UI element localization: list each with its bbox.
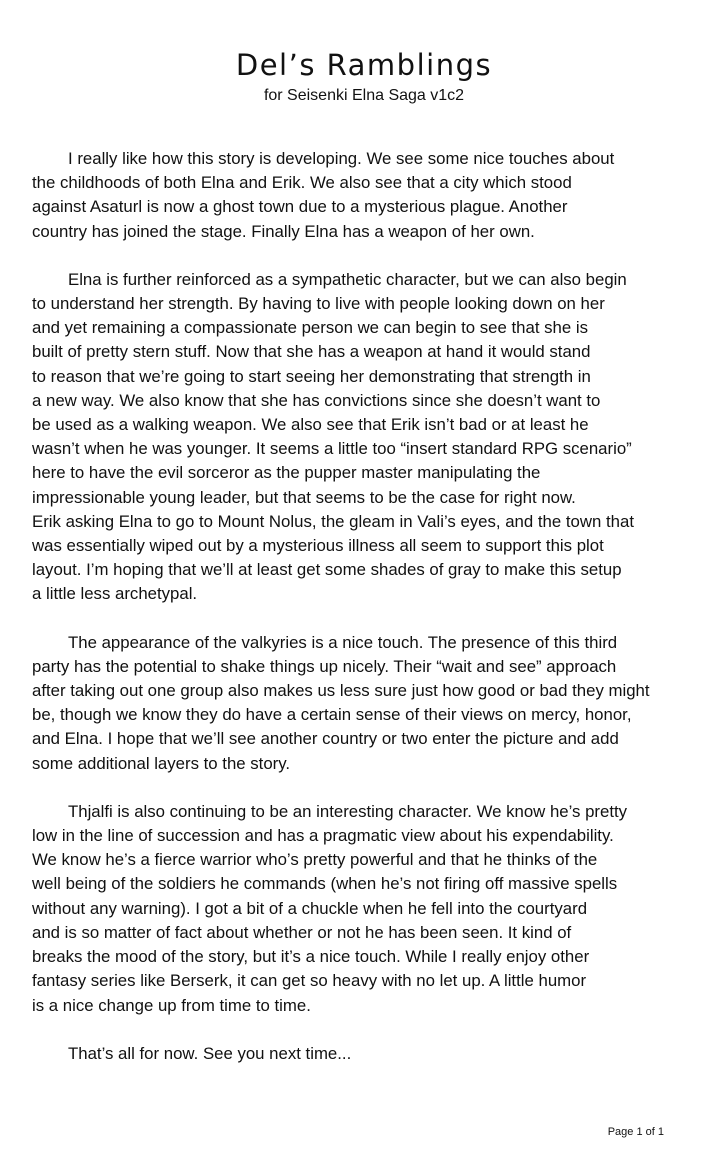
text-line: a little less archetypal. xyxy=(32,584,198,604)
text-line: well being of the soldiers he commands (when he’s not firing off massive spells xyxy=(32,874,618,894)
text-line: fantasy series like Berserk, it can get so heavy with no let up. A little humor xyxy=(32,971,587,991)
text-line: here to have the evil sorceror as the pupper master manipulating the xyxy=(32,463,541,483)
text-line: breaks the mood of the story, but it’s a nice touch. While I really enjoy other xyxy=(32,947,590,967)
text-line: impressionable young leader, but that seems to be the case for right now. xyxy=(32,487,576,507)
text-line: and yet remaining a compassionate person we can begin to see that she is xyxy=(32,318,588,338)
text-line: some additional layers to the story. xyxy=(32,753,291,773)
text-line: I really like how this story is developing. We see some nice touches about xyxy=(68,149,615,168)
paragraph xyxy=(32,1042,722,1066)
text-line: against Asaturl is now a ghost town due to a mysterious plague. Another xyxy=(32,197,568,217)
paragraph xyxy=(32,268,722,607)
text-line: be, though we know they do have a certain sense of their views on mercy, honor, xyxy=(32,705,632,725)
text-line: a new way. We also know that she has convictions since she doesn’t want to xyxy=(32,390,601,410)
text-line: Erik asking Elna to go to Mount Nolus, the gleam in Vali’s eyes, and the town that xyxy=(32,511,634,531)
page-number: Page 1 of 1 xyxy=(607,1126,664,1138)
text-line: low in the line of succession and has a pragmatic view about his expendability. xyxy=(32,826,614,846)
text-line: is a nice change up from time to time. xyxy=(32,995,311,1015)
page-subtitle: for Seisenki Elna Saga v1c2 xyxy=(263,87,465,104)
text-line: wasn’t when he was younger. It seems a little too “insert standard RPG scenario” xyxy=(32,439,632,459)
text-line: That’s all for now. See you next time... xyxy=(68,1043,352,1063)
text-line: and Elna. I hope that we’ll see another country or two enter the picture and add xyxy=(32,729,619,749)
text-line: to reason that we’re going to start seeing her demonstrating that strength in xyxy=(32,366,591,386)
text-line: Thjalfi is also continuing to be an interesting character. We know he’s pretty xyxy=(68,801,628,821)
text-line: party has the potential to shake things up nicely. Their “wait and see” approach xyxy=(32,656,617,676)
text-line: The appearance of the valkyries is a nice touch. The presence of this third xyxy=(68,632,618,652)
text-line: be used as a walking weapon. We also see that Erik isn’t bad or at least he xyxy=(32,415,589,435)
text-line: layout. I’m hoping that we’ll at least get some shades of gray to make this setup xyxy=(32,560,622,580)
paragraph xyxy=(32,800,722,1018)
text-line: after taking out one group also makes us less sure just how good or bad they might xyxy=(32,681,650,701)
text-line: and is so matter of fact about whether or not he has been seen. It kind of xyxy=(32,922,572,942)
page-title: Del’s Ramblings xyxy=(235,48,493,82)
text-line: to understand her strength. By having to live with people looking down on her xyxy=(32,294,605,314)
text-line: was essentially wiped out by a mysterious illness all seem to support this plot xyxy=(32,536,604,556)
article-body xyxy=(32,147,722,1090)
text-line: country has joined the stage. Finally Elna has a weapon of her own. xyxy=(32,221,535,241)
paragraph xyxy=(32,631,722,776)
text-line: Elna is further reinforced as a sympathetic character, but we can also begin xyxy=(68,269,627,289)
text-line: built of pretty stern stuff. Now that she has a weapon at hand it would stand xyxy=(32,342,591,362)
text-line: We know he’s a fierce warrior who’s pretty powerful and that he thinks of the xyxy=(32,850,598,870)
text-line: without any warning). I got a bit of a chuckle when he fell into the courtyard xyxy=(32,898,588,918)
text-line: the childhoods of both Elna and Erik. We also see that a city which stood xyxy=(32,173,572,193)
paragraph xyxy=(32,147,722,244)
